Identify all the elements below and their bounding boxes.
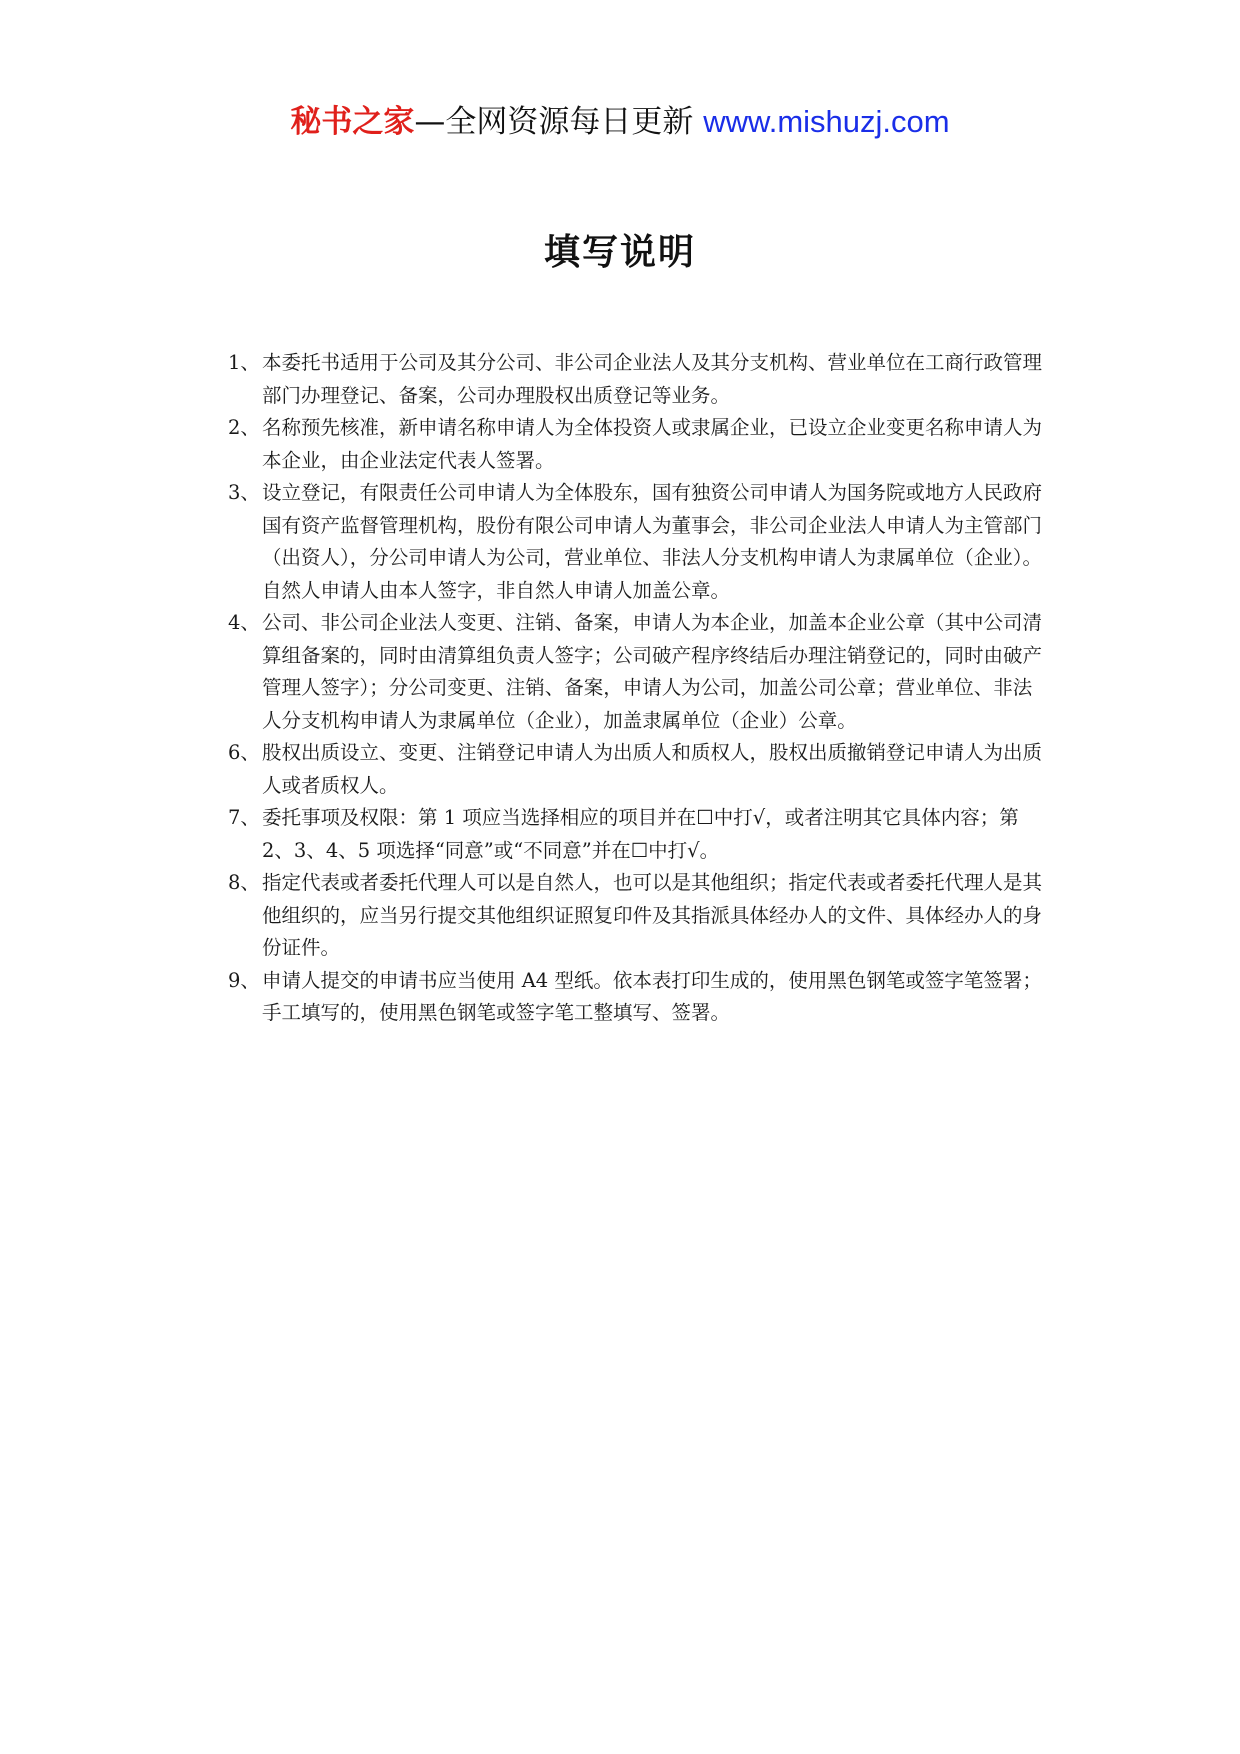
item-number: 8、 [228, 871, 260, 894]
item-text: 指定代表或者委托代理人可以是自然人，也可以是其他组织；指定代表或者委托代理人是其他组织的，应当另行提交其他组织证照复印件及其指派具体经办人的文件、具体经办人的身份证件。 [262, 871, 1043, 959]
list-item [228, 867, 1048, 965]
item-number: 7、 [228, 806, 260, 829]
item-text: 申请人提交的申请书应当使用 A4 型纸。依本表打印生成的，使用黑色钢笔或签字笔签署；手工填写的，使用黑色钢笔或签字笔工整填写、签署。 [262, 968, 1042, 1024]
page-title: 填写说明 [543, 232, 696, 273]
site-header [0, 100, 1240, 144]
list-item [228, 607, 1048, 737]
item-text: 本委托书适用于公司及其分公司、非公司企业法人及其分支机构、营业单位在工商行政管理部门办理登记、备案，公司办理股权出质登记等业务。 [262, 351, 1043, 407]
list-item [228, 737, 1048, 802]
list-item [228, 477, 1048, 607]
item-number: 3、 [228, 481, 260, 504]
list-item [228, 965, 1048, 1030]
item-text: 委托事项及权限：第 1 项应当选择相应的项目并在☐中打√，或者注明其它具体内容；第 2、3、4、5 项选择“同意”或“不同意”并在☐中打√。 [262, 806, 1019, 862]
instructions-list [228, 347, 1048, 1030]
brand-name: 秘书之家 [290, 104, 415, 140]
website-link[interactable]: www.mishuzj.com [703, 104, 950, 139]
item-text: 股权出质设立、变更、注销登记申请人为出质人和质权人，股权出质撤销登记申请人为出质人或者质权人。 [262, 741, 1043, 797]
item-number: 4、 [228, 611, 260, 634]
item-number: 6、 [228, 741, 260, 764]
list-item [228, 802, 1048, 867]
item-number: 9、 [228, 968, 260, 992]
list-item [228, 412, 1048, 477]
list-item [228, 347, 1048, 412]
item-text: 名称预先核准，新申请名称申请人为全体投资人或隶属企业，已设立企业变更名称申请人为本企业，由企业法定代表人签署。 [262, 416, 1043, 472]
item-text: 设立登记，有限责任公司申请人为全体股东，国有独资公司申请人为国务院或地方人民政府国有资产监督管理机构，股份有限公司申请人为董事会，非公司企业法人申请人为主管部门（出资人），分公司申请人为公司，营业单位、非法人分支机构申请人为隶属单位（企业）。自然人申请人由本人签字，非自然人申请人加盖公章。 [262, 481, 1043, 602]
item-number: 1、 [228, 351, 260, 374]
header-slogan: —全网资源每日更新 [414, 104, 704, 140]
item-text: 公司、非公司企业法人变更、注销、备案，申请人为本企业，加盖本企业公章（其中公司清算组备案的，同时由清算组负责人签字；公司破产程序终结后办理注销登记的，同时由破产管理人签字）；分公司变更、注销、备案，申请人为公司，加盖公司公章；营业单位、非法人分支机构申请人为隶属单位（企业），加盖隶属单位（企业）公章。 [262, 611, 1043, 732]
item-number: 2、 [228, 416, 260, 439]
